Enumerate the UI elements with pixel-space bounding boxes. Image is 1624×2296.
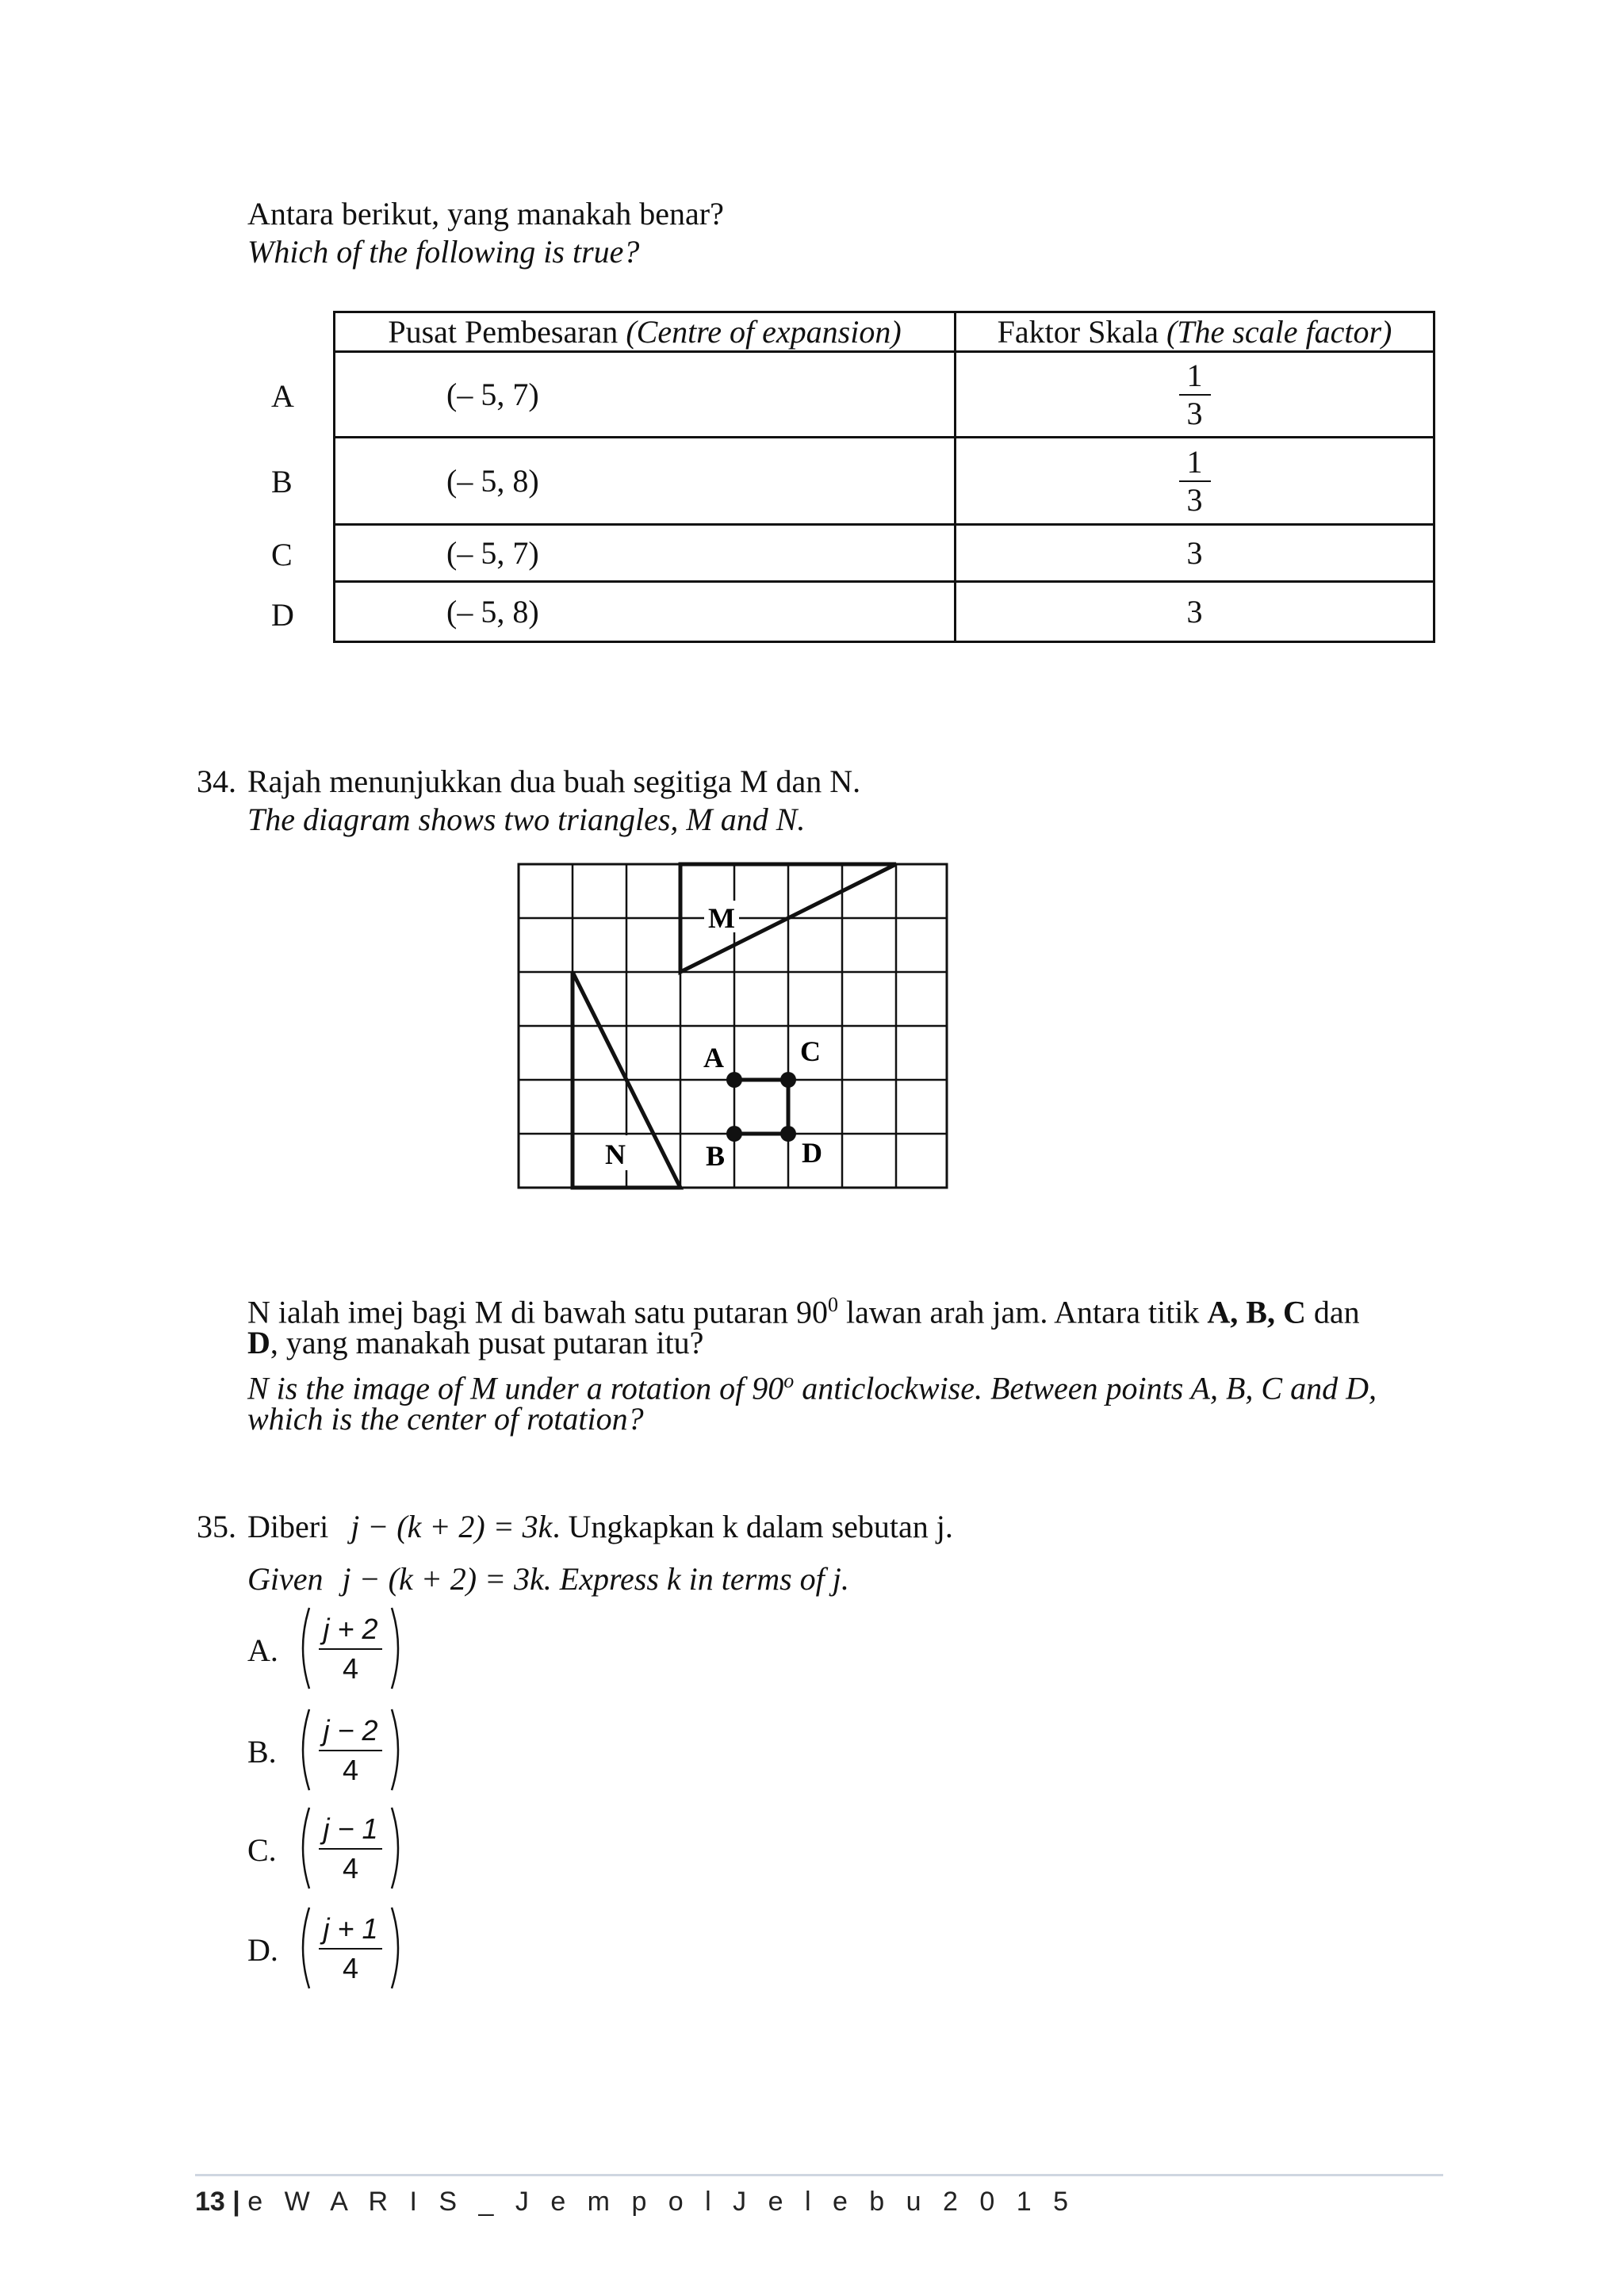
header-centre: Pusat Pembesaran (Centre of expansion) [335,312,956,352]
table-header-row [335,312,1434,352]
option-a-label: A. [247,1632,278,1668]
q33-question-en: Which of the following is true? [247,234,640,270]
header-scale-factor: Faktor Skala (The scale factor) [956,312,1434,352]
table-row [335,438,1434,525]
option-c-expression: j − 1 4 [295,1804,406,1892]
table-row [335,352,1434,438]
footer-divider [195,2174,1443,2176]
equation: j − (k + 2) = 3k [350,1509,553,1544]
point-a-dot [726,1072,742,1088]
option-c-label: C. [247,1832,277,1868]
page-number: 13 [195,2187,225,2217]
q34-question-en: The diagram shows two triangles, M and N. [247,802,806,837]
label-point-a: A [703,1042,724,1073]
options-table [333,311,1435,643]
q35-number: 35. [197,1509,236,1544]
label-point-b: B [705,1140,726,1172]
option-b-label: B. [247,1734,277,1770]
scale-fraction: $\frac{1}{3}$ [1179,358,1211,432]
label-m: M [708,902,735,934]
centre-value: (– 5, 8) [446,594,539,629]
option-d-label: D. [247,1932,278,1968]
option-label: D [271,597,294,633]
q34-body-ms-line2: D, yang manakah pusat putaran itu? [247,1325,704,1360]
option-label: A [271,378,294,414]
label-point-c: C [800,1035,821,1067]
rotation-diagram [508,861,952,1194]
option-label: B [271,464,293,499]
q34-number: 34. [197,763,236,799]
option-b-expression: j − 2 4 [295,1706,406,1793]
scale-fraction: $\frac{1}{3}$ [1179,444,1211,519]
equation: j − (k + 2) = 3k [342,1561,544,1597]
q34-question-ms: Rajah menunjukkan dua buah segitiga M dan N. [247,763,861,799]
centre-value: (– 5, 7) [446,535,539,571]
q34-body-ms-line1: N ialah imej bagi M di bawah satu putaran $90^0$ lawan arah jam. Antara titik A, B, C dan [247,1293,1360,1330]
q34-body-en-line2: which is the center of rotation? [247,1401,644,1437]
q35-intro-en: Given j − (k + 2) = 3k. Express k in terms of j. [247,1561,849,1597]
centre-value: (– 5, 8) [446,463,539,499]
table-row [335,582,1434,642]
option-a-expression: j + 2 4 [295,1605,406,1692]
label-n: N [605,1138,626,1170]
option-label: C [271,537,293,572]
point-b-dot [726,1126,742,1142]
q34-body-en-line1: N is the image of M under a rotation of 90$^o$ anticlockwise. Between points A, B, C and D, [247,1369,1377,1406]
page-footer: 13 | e W A R I S _ J e m p o l J e l e b u 2 0 1 5 [195,2187,1075,2217]
scale-value: 3 [956,525,1434,582]
table-row [335,525,1434,582]
q35-intro-ms: Diberi j − (k + 2) = 3k. Ungkapkan k dalam sebutan j. [247,1509,953,1544]
point-d-dot [780,1126,796,1142]
footer-text: e W A R I S _ J e m p o l J e l e b u 2 0 1 5 [247,2187,1075,2217]
point-c-dot [780,1072,796,1088]
centre-value: (– 5, 7) [446,377,539,412]
q33-question-ms: Antara berikut, yang manakah benar? [247,196,724,232]
label-point-d: D [802,1137,822,1169]
option-d-expression: j + 1 4 [295,1904,406,1992]
scale-value: 3 [956,582,1434,642]
